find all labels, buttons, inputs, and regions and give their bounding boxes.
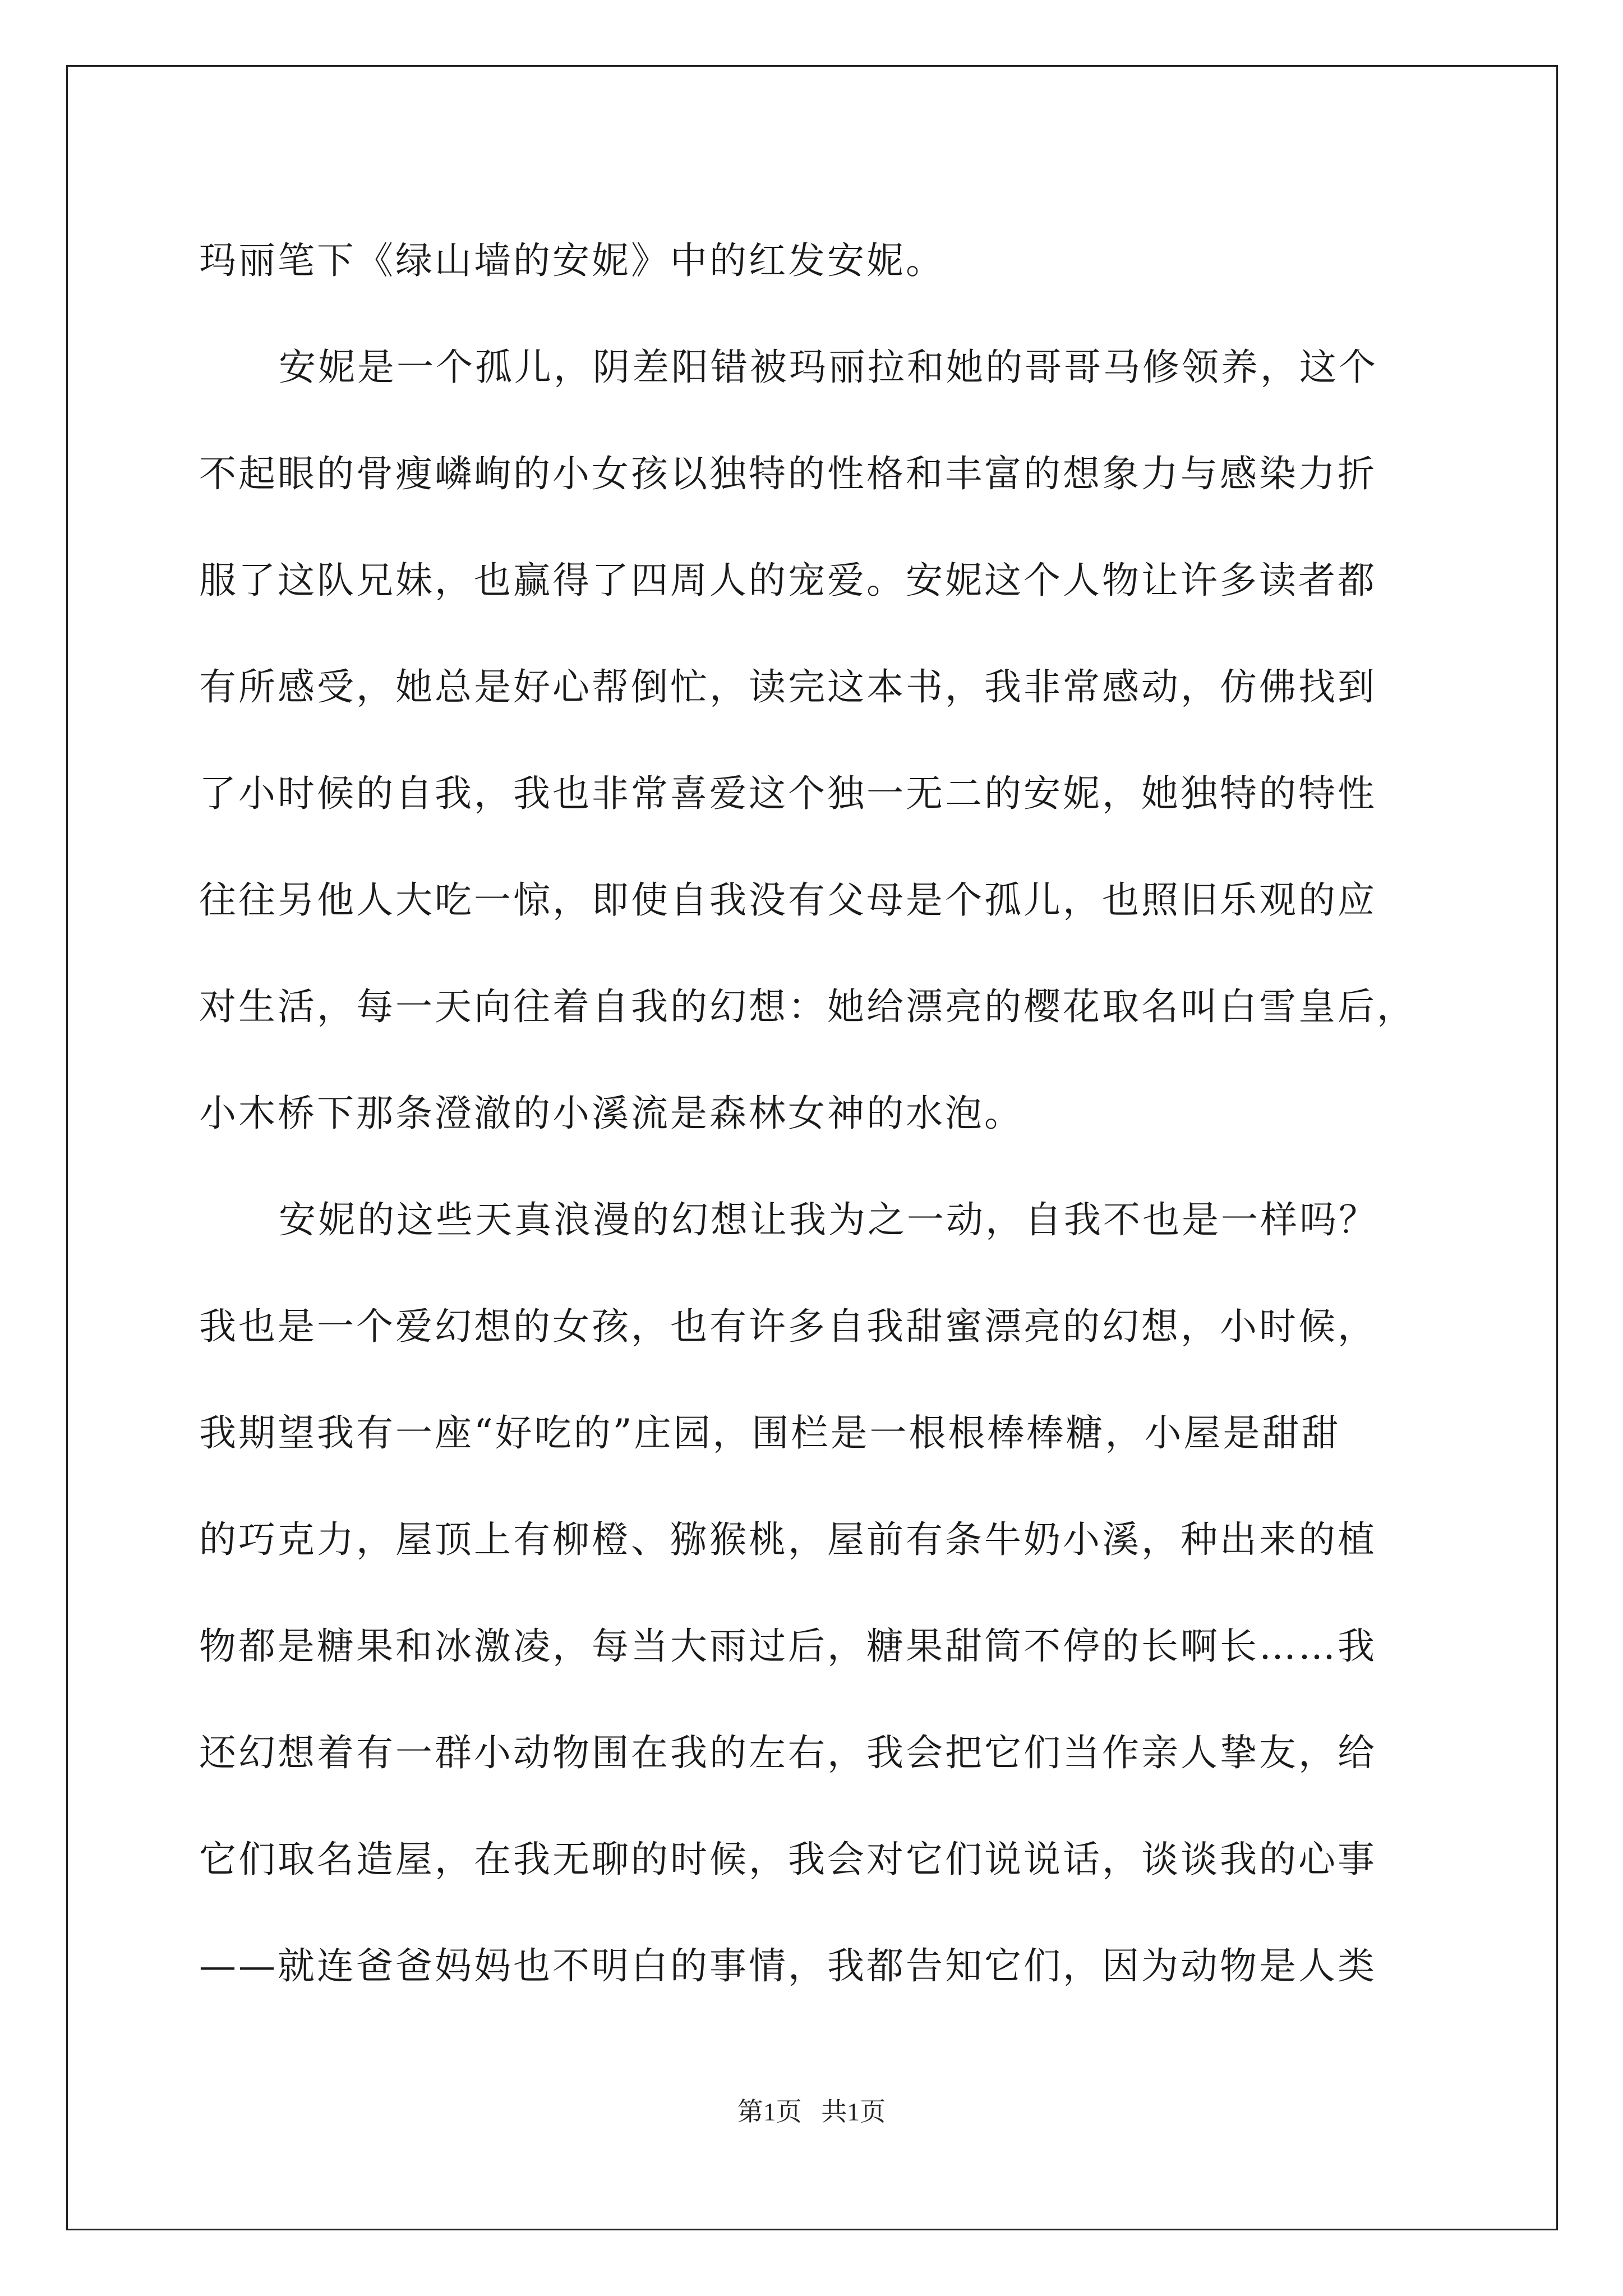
text-line: 的巧克力，屋顶上有柳橙、猕猴桃，屋前有条牛奶小溪，种出来的植 xyxy=(199,1518,1377,1561)
text-line: 了小时候的自我，我也非常喜爱这个独一无二的安妮，她独特的特性 xyxy=(199,772,1377,815)
text-line: 对生活，每一天向往着自我的幻想：她给漂亮的樱花取名叫白雪皇后， xyxy=(199,985,1416,1028)
text-line: 我期望我有一座“好吃的”庄园，围栏是一根根棒棒糖，小屋是甜甜 xyxy=(199,1411,1341,1455)
text-line: 玛丽笔下《绿山墙的安妮》中的红发安妮。 xyxy=(199,239,945,282)
text-line: 往往另他人大吃一惊，即使自我没有父母是个孤儿，也照旧乐观的应 xyxy=(199,878,1377,922)
text-line: 有所感受，她总是好心帮倒忙，读完这本书，我非常感动，仿佛找到 xyxy=(199,665,1377,708)
text-line: 安妮的这些天真浪漫的幻想让我为之一动，自我不也是一样吗？ xyxy=(279,1198,1378,1241)
text-line: 小木桥下那条澄澈的小溪流是森林女神的水泡。 xyxy=(199,1092,1023,1135)
text-line: 不起眼的骨瘦嶙峋的小女孩以独特的性格和丰富的想象力与感染力折 xyxy=(199,452,1377,495)
text-line: ——就连爸爸妈妈也不明白的事情，我都告知它们，因为动物是人类 xyxy=(199,1944,1377,1987)
text-line: 安妮是一个孤儿，阴差阳错被玛丽拉和她的哥哥马修领养，这个 xyxy=(279,346,1378,389)
page-total: 共1页 xyxy=(821,2097,886,2126)
document-body xyxy=(199,208,1433,2019)
text-line: 还幻想着有一群小动物围在我的左右，我会把它们当作亲人挚友，给 xyxy=(199,1731,1377,1774)
page-footer xyxy=(0,2091,1623,2128)
text-line: 物都是糖果和冰激凌，每当大雨过后，糖果甜筒不停的长啊长……我 xyxy=(199,1625,1377,1668)
text-line: 它们取名造屋，在我无聊的时候，我会对它们说说话，谈谈我的心事 xyxy=(199,1838,1377,1881)
text-line: 我也是一个爱幻想的女孩，也有许多自我甜蜜漂亮的幻想，小时候， xyxy=(199,1305,1377,1348)
text-line: 服了这队兄妹，也赢得了四周人的宠爱。安妮这个人物让许多读者都 xyxy=(199,559,1377,602)
page-number: 第1页 xyxy=(737,2097,802,2126)
